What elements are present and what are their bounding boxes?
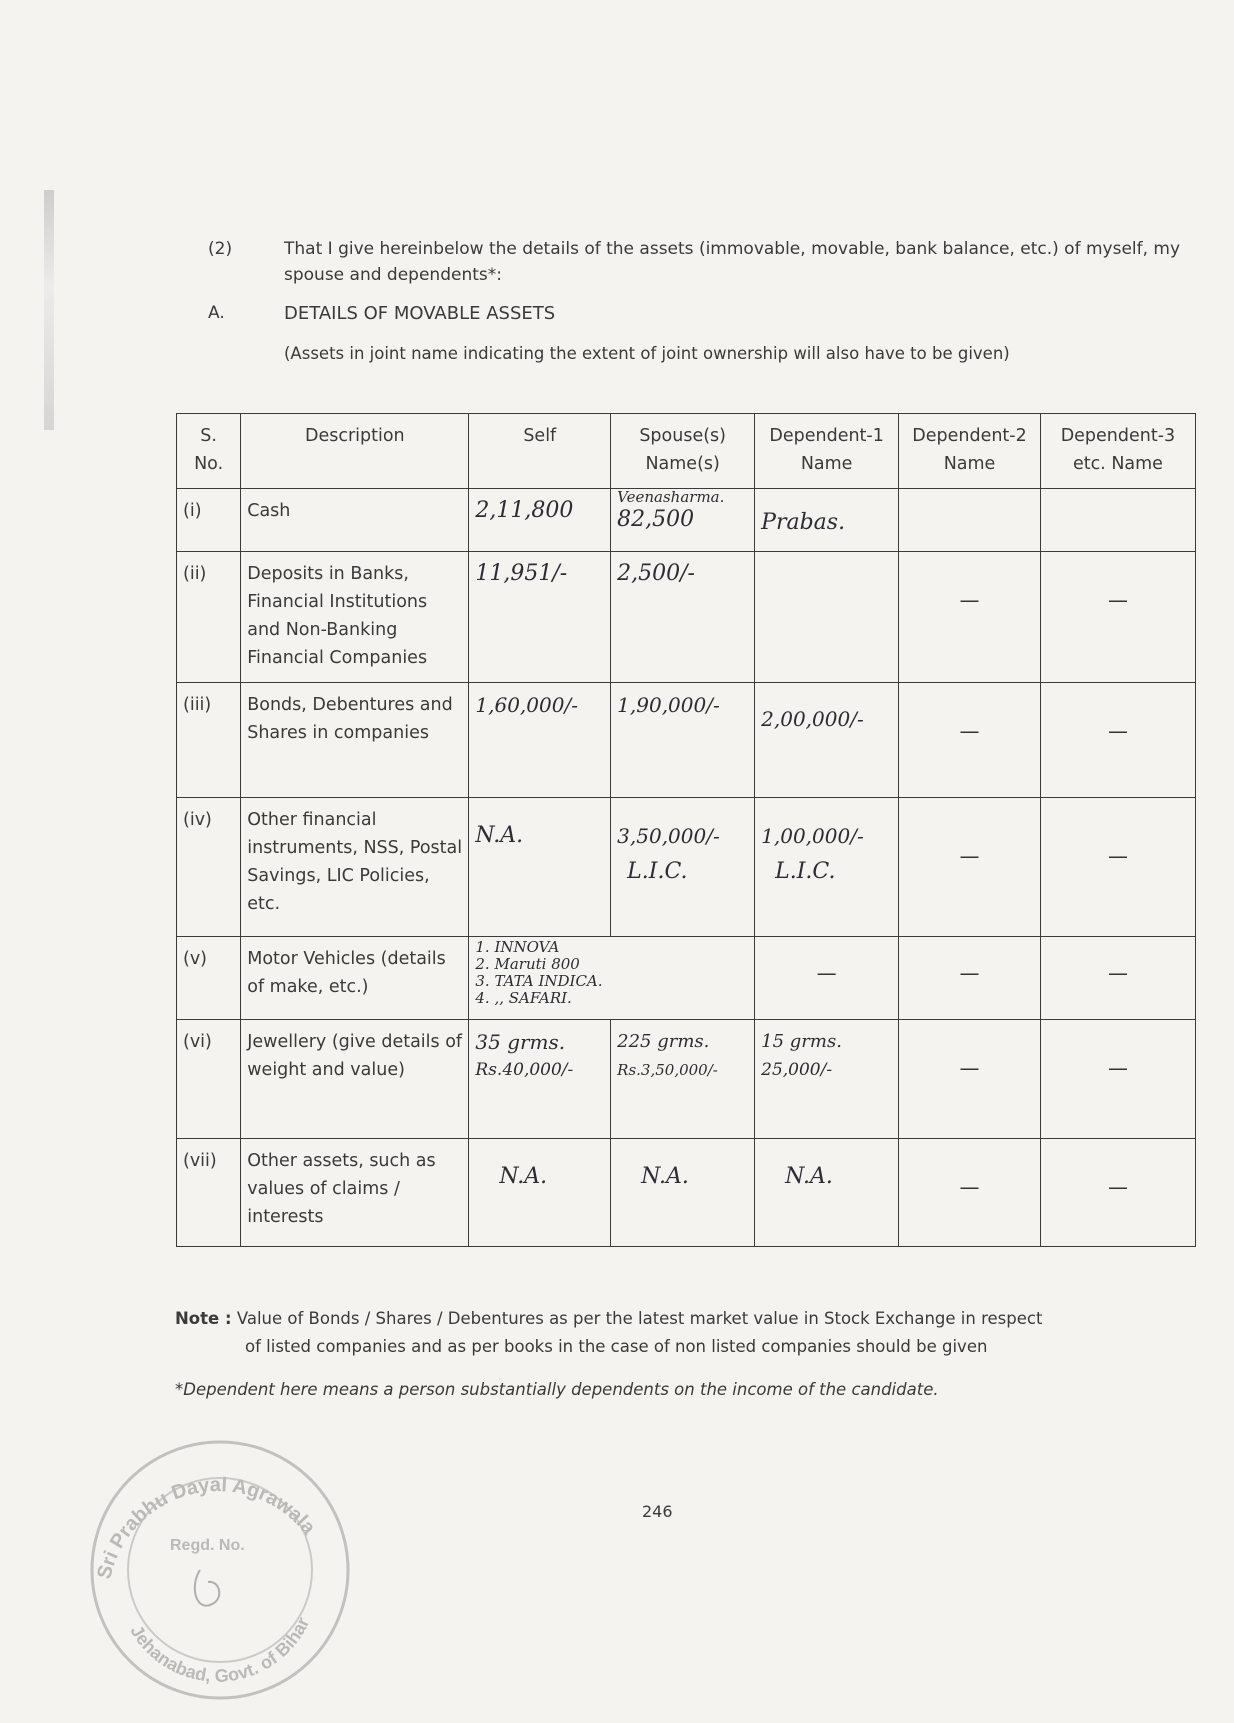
cell-spouse <box>611 1020 755 1138</box>
handwritten-value: 25,000/- <box>761 1060 833 1081</box>
dash-mark: — <box>1107 1056 1128 1081</box>
handwritten-value: 3,50,000/- <box>617 823 720 848</box>
cell-dependent-2 <box>899 936 1041 1020</box>
seal-name-text: Sri Prabhu Dayal Agrawala <box>93 1473 320 1582</box>
cell-dependent-3 <box>1040 797 1195 936</box>
cell-spouse <box>611 797 755 936</box>
cell-self <box>469 551 611 683</box>
vehicle-line: 3. TATA INDICA. <box>475 971 603 990</box>
vehicle-line: 4. ,, SAFARI. <box>475 988 572 1007</box>
cell-self <box>469 797 611 936</box>
handwritten-value: N.A. <box>641 1163 689 1189</box>
dash-mark: — <box>1107 587 1128 612</box>
cell-self <box>469 683 611 797</box>
cell-dependent-3 <box>1040 1020 1195 1138</box>
handwritten-value: N.A. <box>475 822 524 848</box>
cell-dependent-1 <box>755 488 899 551</box>
dash-mark: — <box>959 843 980 868</box>
header-sno: S. No. <box>177 414 241 489</box>
cell-dependent-2 <box>899 551 1041 683</box>
cell-dependent-2 <box>899 683 1041 797</box>
cell-self <box>469 1020 611 1138</box>
cell-self <box>469 488 611 551</box>
scan-edge-mark <box>44 190 54 430</box>
dash-mark: — <box>959 960 980 985</box>
row-sno: (iii) <box>177 683 241 797</box>
row-description: Other assets, such as values of claims / interests <box>241 1138 469 1246</box>
table-row-other-assets <box>177 1138 1196 1246</box>
notary-seal <box>70 1410 360 1710</box>
section-title: DETAILS OF MOVABLE ASSETS <box>284 303 556 324</box>
row-description: Deposits in Banks, Financial Institutions and Non-Banking Financial Companies <box>241 551 469 683</box>
header-self: Self <box>469 414 611 489</box>
handwritten-value: N.A. <box>499 1163 548 1189</box>
seal-signature-mark <box>195 1570 219 1606</box>
handwritten-value: 2,500/- <box>617 560 695 586</box>
cell-self-vehicles <box>469 936 755 1020</box>
handwritten-spouse-name: Veenasharma. <box>617 487 725 506</box>
cell-spouse <box>611 1138 755 1246</box>
row-sno: (v) <box>177 936 241 1020</box>
table-row-bonds <box>177 683 1196 797</box>
page-number: 246 <box>642 1502 673 1521</box>
note-line-2: of listed companies and as per books in the case of non listed companies should be given <box>245 1337 988 1356</box>
header-dependent-1: Dependent-1 Name <box>755 414 899 489</box>
table-row-cash <box>177 488 1196 551</box>
cell-dependent-1 <box>755 797 899 936</box>
vehicle-line: 1. INNOVA <box>475 937 560 956</box>
cell-dependent-3 <box>1040 488 1195 551</box>
row-sno: (vii) <box>177 1138 241 1246</box>
header-dependent-3: Dependent-3 etc. Name <box>1040 414 1195 489</box>
dash-mark: — <box>1107 960 1128 985</box>
handwritten-note: L.I.C. <box>775 858 836 884</box>
cell-dependent-1 <box>755 683 899 797</box>
dash-mark: — <box>959 719 980 744</box>
seal-place-text: Jehanabad, Govt. of Bihar <box>126 1614 314 1686</box>
header-spouse: Spouse(s) Name(s) <box>611 414 755 489</box>
dependent-definition: *Dependent here means a person substantially dependents on the income of the candidate. <box>175 1380 939 1399</box>
cell-spouse <box>611 551 755 683</box>
row-description: Bonds, Debentures and Shares in companies <box>241 683 469 797</box>
dash-mark: — <box>959 587 980 612</box>
cell-dependent-3 <box>1040 551 1195 683</box>
handwritten-weight: 15 grms. <box>761 1031 842 1053</box>
row-description: Other financial instruments, NSS, Postal Savings, LIC Policies, etc. <box>241 797 469 936</box>
valuation-note <box>175 1305 1195 1361</box>
table-row-deposits <box>177 551 1196 683</box>
row-sno: (iv) <box>177 797 241 936</box>
table-row-other-financial <box>177 797 1196 936</box>
handwritten-weight: 225 grms. <box>617 1031 710 1053</box>
cell-dependent-2 <box>899 1020 1041 1138</box>
handwritten-dependent-name: Prabas. <box>761 509 846 535</box>
header-dependent-2: Dependent-2 Name <box>899 414 1041 489</box>
cell-dependent-2 <box>899 488 1041 551</box>
intro-number: (2) <box>208 239 233 259</box>
table-row-motor-vehicles <box>177 936 1196 1020</box>
handwritten-value: 2,11,800 <box>475 497 574 523</box>
dash-mark: — <box>1107 1174 1128 1199</box>
row-description: Jewellery (give details of weight and value) <box>241 1020 469 1138</box>
section-letter: A. <box>208 303 225 323</box>
dash-mark: — <box>1107 719 1128 744</box>
cell-dependent-1 <box>755 1138 899 1246</box>
table-header-row <box>177 414 1196 489</box>
row-sno: (ii) <box>177 551 241 683</box>
dash-mark: — <box>959 1056 980 1081</box>
cell-dependent-2 <box>899 1138 1041 1246</box>
handwritten-value: Rs.3,50,000/- <box>617 1061 718 1080</box>
cell-dependent-2 <box>899 797 1041 936</box>
note-label: Note : <box>175 1309 232 1328</box>
row-description: Cash <box>241 488 469 551</box>
table-row-jewellery <box>177 1020 1196 1138</box>
cell-spouse <box>611 488 755 551</box>
cell-dependent-3 <box>1040 683 1195 797</box>
cell-dependent-1 <box>755 936 899 1020</box>
movable-assets-table <box>176 413 1196 1247</box>
handwritten-value: 1,60,000/- <box>475 693 578 718</box>
seal-regd-text: Regd. No. <box>170 1537 245 1554</box>
intro-text: That I give hereinbelow the details of the assets (immovable, movable, bank balance, etc.) of myself, my spouse and dependents*: <box>284 239 1181 285</box>
row-description: Motor Vehicles (details of make, etc.) <box>241 936 469 1020</box>
row-sno: (i) <box>177 488 241 551</box>
cell-spouse <box>611 683 755 797</box>
handwritten-weight: 35 grms. <box>475 1030 566 1055</box>
section-subnote: (Assets in joint name indicating the extent of joint ownership will also have to be given) <box>284 344 1010 363</box>
cell-self <box>469 1138 611 1246</box>
handwritten-value: 1,00,000/- <box>761 823 864 848</box>
dash-mark: — <box>1107 843 1128 868</box>
handwritten-value: 2,00,000/- <box>761 707 864 732</box>
cell-dependent-3 <box>1040 936 1195 1020</box>
vehicle-line: 2. Maruti 800 <box>475 954 580 973</box>
cell-dependent-3 <box>1040 1138 1195 1246</box>
handwritten-note: L.I.C. <box>627 858 688 884</box>
cell-dependent-1 <box>755 1020 899 1138</box>
header-description: Description <box>241 414 469 489</box>
handwritten-value: N.A. <box>785 1163 833 1189</box>
handwritten-value: 1,90,000/- <box>617 693 720 718</box>
handwritten-value: 82,500 <box>617 506 695 532</box>
handwritten-value: Rs.40,000/- <box>475 1060 574 1081</box>
row-sno: (vi) <box>177 1020 241 1138</box>
handwritten-value: 11,951/- <box>475 560 568 586</box>
dash-mark: — <box>959 1174 980 1199</box>
note-line-1: Value of Bonds / Shares / Debentures as per the latest market value in Stock Exchange in respect <box>236 1309 1043 1328</box>
cell-dependent-1 <box>755 551 899 683</box>
dash-mark: — <box>816 960 837 985</box>
